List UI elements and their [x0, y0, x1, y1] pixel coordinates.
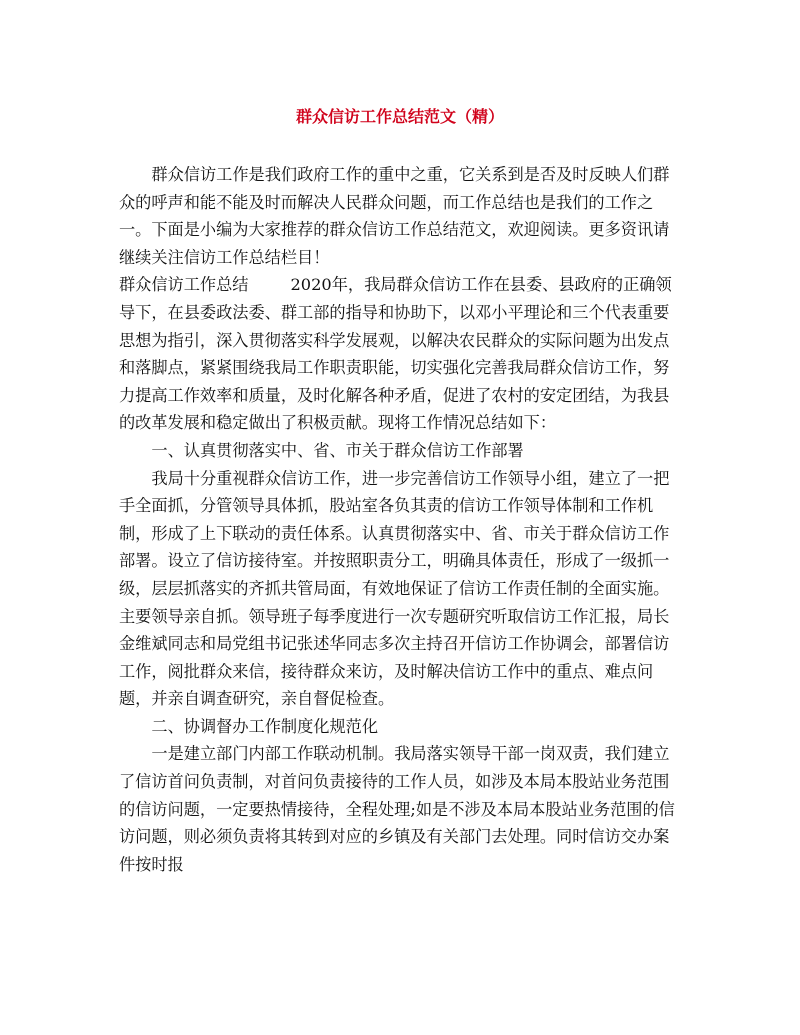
summary-label: 群众信访工作总结: [119, 275, 249, 295]
document-body: [119, 161, 681, 878]
section-heading-2: 二、协调督办工作制度化规范化: [151, 716, 379, 736]
summary-paragraph: [119, 271, 681, 437]
summary-body: 2020年，我局群众信访工作在县委、县政府的正确领导下，在县委政法委、群工部的指导和协助下，以邓小平理论和三个代表重要思想为指引，深入贯彻落实科学发展观，以解决农民群众的实际问题为出发点和落脚点，紧紧围绕我局工作职责职能，切实强化完善我局群众信访工作，努力提高工作效率和质量，及时化解各种矛盾，促进了农村的安定团结，为我县的改革发展和稳定做出了积极贡献。现将工作情况总结如下：: [119, 275, 672, 433]
section-paragraph-1: 我局十分重视群众信访工作，进一步完善信访工作领导小组，建立了一把手全面抓，分管领导具体抓，股站室各负其责的信访工作领导体制和工作机制，形成了上下联动的责任体系。认真贯彻落实中、省、市关于群众信访工作部署。设立了信访接待室。并按照职责分工，明确具体责任，形成了一级抓一级，层层抓落实的齐抓共管局面，有效地保证了信访工作责任制的全面实施。主要领导亲自抓。领导班子每季度进行一次专题研究听取信访工作汇报，局长金维斌同志和局党组书记张述华同志多次主持召开信访工作协调会，部署信访工作，阅批群众来信，接待群众来访，及时解决信访工作中的重点、难点问题，并亲自调查研究，亲自督促检查。: [119, 468, 670, 709]
document-title: 群众信访工作总结范文（精）: [295, 107, 504, 126]
section-heading-1: 一、认真贯彻落实中、省、市关于群众信访工作部署: [151, 440, 524, 460]
intro-paragraph: 群众信访工作是我们政府工作的重中之重，它关系到是否及时反映人们群众的呼声和能不能及时而解决人民群众问题，而工作总结也是我们的工作之一。下面是小编为大家推荐的群众信访工作总结范文，欢迎阅读。更多资讯请继续关注信访工作总结栏目！: [119, 165, 670, 267]
section-paragraph-2: 一是建立部门内部工作联动机制。我局落实领导干部一岗双责，我们建立了信访首问负责制，对首问负责接待的工作人员，如涉及本局本股站业务范围的信访问题，一定要热情接待，全程处理;如是不涉及本局本股站业务范围的信访问题，则必须负责将其转到对应的乡镇及有关部门去处理。同时信访交办案件按时报: [119, 744, 675, 874]
